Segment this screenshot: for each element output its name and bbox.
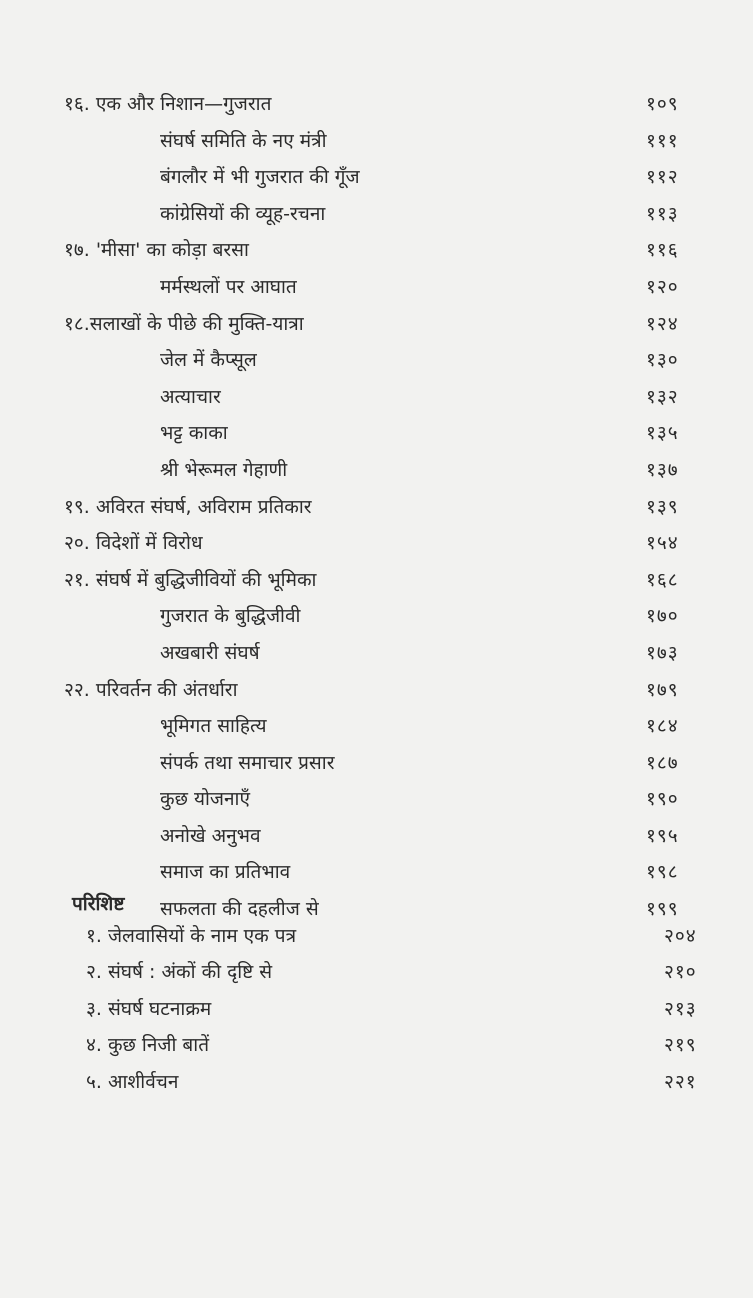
toc-page-number: १७३ [646, 641, 679, 664]
toc-entry-title: १७. 'मीसा' का कोड़ा बरसा [64, 239, 249, 262]
toc-entry-title: गुजरात के बुद्धिजीवी [160, 605, 301, 628]
toc-subsection-row [0, 452, 753, 489]
appendix-entry-title: ४. कुछ निजी बातें [86, 1034, 210, 1057]
appendix-entry-title: २. संघर्ष : अंकों की दृष्टि से [86, 961, 273, 984]
toc-page-number: १३५ [646, 422, 679, 445]
toc-page-number: १६८ [646, 568, 679, 591]
appendix-row [0, 1064, 753, 1100]
appendix-page-number: २०४ [664, 925, 697, 947]
toc-page-number: ११३ [646, 202, 679, 225]
toc-chapter-row [0, 86, 753, 123]
appendix-row [0, 1027, 753, 1063]
toc-entry-title: १६. एक और निशान—गुजरात [64, 93, 272, 115]
toc-entry-title: २०. विदेशों में विरोध [64, 532, 203, 555]
appendix-entry-title: ५. आशीर्वचन [86, 1070, 179, 1093]
appendix-page-number: २२१ [664, 1070, 697, 1093]
appendix-entry-title: ३. संघर्ष घटनाक्रम [86, 997, 212, 1020]
toc-entry-title: अनोखे अनुभव [160, 824, 261, 847]
toc-entry-title: जेल में कैप्सूल [160, 349, 257, 372]
toc-subsection-row [0, 415, 753, 452]
toc-page-number: ११६ [646, 239, 679, 262]
appendix-entry-title: १. जेलवासियों के नाम एक पत्र [86, 925, 297, 947]
toc-chapter-row [0, 562, 753, 599]
toc-page-number: १८७ [646, 751, 679, 774]
toc-entry-title: २२. परिवर्तन की अंतर्धारा [64, 678, 238, 701]
toc-subsection-row [0, 123, 753, 160]
toc-chapter-row [0, 489, 753, 526]
toc-page-number: १८४ [646, 715, 679, 738]
toc-entry-title: सफलता की दहलीज से [160, 898, 319, 921]
appendix-row [0, 991, 753, 1027]
toc-chapter-row [0, 672, 753, 709]
toc-page-number: १३० [646, 349, 679, 372]
toc-chapter-row [0, 525, 753, 562]
toc-page-number: १३२ [646, 385, 679, 408]
toc-subsection-row [0, 598, 753, 635]
toc-subsection-row [0, 818, 753, 855]
toc-subsection-row [0, 196, 753, 233]
toc-entry-title: भट्ट काका [160, 422, 228, 445]
toc-page-number: १९० [646, 788, 679, 811]
toc-entry-title: २१. संघर्ष में बुद्धिजीवियों की भूमिका [64, 568, 317, 591]
appendix-row [0, 918, 753, 954]
toc-page-number: १२४ [646, 312, 679, 335]
toc-entry-title: १८.सलाखों के पीछे की मुक्ति-यात्रा [64, 312, 304, 335]
toc-entry-title: बंगलौर में भी गुजरात की गूँज [160, 166, 360, 189]
appendix-list [0, 918, 753, 1100]
appendix-heading: परिशिष्ट [72, 893, 125, 915]
toc-page-number: १३७ [646, 458, 679, 481]
appendix-page-number: २१३ [664, 997, 697, 1020]
toc-page-number: १९८ [646, 861, 679, 884]
toc-entry-title: अत्याचार [160, 385, 221, 408]
toc-page-number: १३९ [646, 495, 679, 518]
toc-entry-title: समाज का प्रतिभाव [160, 861, 291, 884]
toc-entry-title: संघर्ष समिति के नए मंत्री [160, 129, 327, 152]
toc-subsection-row [0, 379, 753, 416]
appendix-row [0, 954, 753, 990]
toc-page-number: १११ [646, 129, 679, 152]
toc-page-number: १७९ [646, 678, 679, 701]
toc-subsection-row [0, 159, 753, 196]
toc-subsection-row [0, 269, 753, 306]
appendix-page-number: २१० [664, 961, 697, 984]
toc-page-number: १९९ [646, 898, 679, 921]
toc-page-number: १९५ [646, 824, 679, 847]
toc-entry-title: भूमिगत साहित्य [160, 715, 267, 738]
toc-entry-title: श्री भेरूमल गेहाणी [160, 458, 288, 481]
toc-page-number: १०९ [646, 93, 679, 115]
toc-entry-title: मर्मस्थलों पर आघात [160, 275, 297, 298]
toc-entry-title: अखबारी संघर्ष [160, 641, 260, 664]
toc-entry-title: संपर्क तथा समाचार प्रसार [160, 751, 335, 774]
toc-subsection-row [0, 745, 753, 782]
toc-page-number: १२० [646, 275, 679, 298]
toc-entry-title: कांग्रेसियों की व्यूह-रचना [160, 202, 326, 225]
toc-page-number: ११२ [646, 166, 679, 189]
toc-entry-title: कुछ योजनाएँ [160, 788, 250, 811]
toc-chapter-row [0, 306, 753, 343]
toc-subsection-row [0, 781, 753, 818]
toc-page-number: १७० [646, 605, 679, 628]
toc-entry-title: १९. अविरत संघर्ष, अविराम प्रतिकार [64, 495, 312, 518]
toc-list [0, 86, 753, 928]
toc-chapter-row [0, 232, 753, 269]
toc-subsection-row [0, 708, 753, 745]
toc-subsection-row [0, 342, 753, 379]
toc-page-number: १५४ [646, 532, 679, 555]
appendix-page-number: २१९ [664, 1034, 697, 1057]
toc-subsection-row [0, 635, 753, 672]
